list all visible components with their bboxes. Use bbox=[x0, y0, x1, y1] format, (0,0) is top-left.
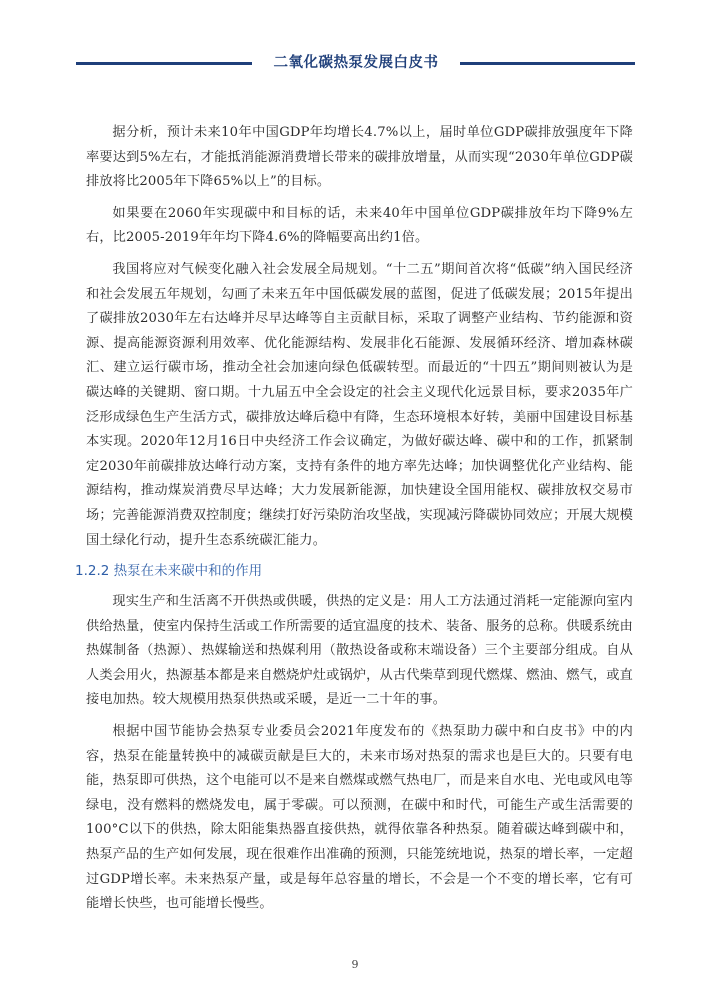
section-heading: 1.2.2 热泵在未来碳中和的作用 bbox=[75, 563, 263, 580]
header-rule-right bbox=[460, 62, 635, 65]
page-body bbox=[75, 121, 633, 924]
paragraph-climate-planning: 我国将应对气候变化融入社会发展全局规划。“十二五”期间首次将“低碳”纳入国民经济和社会发展五年规划，勾画了未来五年中国低碳发展的蓝图，促进了低碳发展；2015年提出了碳排放2030年左右达峰并尽早达峰等自主贡献目标，采取了调整产业结构、节约能源和资源、提高能源资源利用效率、优化能源结构、发展非化石能源、发展循环经济、增加森林碳汇、建立运行碳市场，推动全社会加速向绿色低碳转型。而最近的“十四五”期间则被认为是碳达峰的关键期、窗口期。十九届五中全会设定的社会主义现代化远景目标，要求2035年广泛形成绿色生产生活方式，碳排放达峰后稳中有降，生态环境根本好转，美丽中国建设目标基本实现。2020年12月16日中央经济工作会议确定，为做好碳达峰、碳中和的工作，抓紧制定2030年前碳排放达峰行动方案，支持有条件的地方率先达峰；加快调整优化产业结构、能源结构，推动煤炭消费尽早达峰；大力发展新能源，加快建设全国用能权、碳排放权交易市场；完善能源消费双控制度；继续打好污染防治攻坚战，实现减污降碳协同效应；开展大规模国土绿化行动，提升生态系统碳汇能力。 bbox=[86, 261, 633, 548]
page-header bbox=[0, 52, 710, 74]
paragraph-heat-pump-outlook: 根据中国节能协会热泵专业委员会2021年度发布的《热泵助力碳中和白皮书》中的内容，热泵在能量转换中的减碳贡献是巨大的，未来市场对热泵的需求也是巨大的。只要有电能，热泵即可供热，这个电能可以不是来自燃煤或燃气热电厂，而是来自水电、光电或风电等绿电，没有燃料的燃烧发电，属于零碳。可以预测，在碳中和时代，可能生产或生活需要的100°C以下的供热，除太阳能集热器直接供热，就得依靠各种热泵。随着碳达峰到碳中和，热泵产品的生产如何发展，现在很难作出准确的预测，只能笼统地说，热泵的增长率，一定超过GDP增长率。未来热泵产量，或是每年总容量的增长，不会是一个不变的增长率，它有可能增长快些，也可能增长慢些。 bbox=[86, 724, 633, 912]
page-number: 9 bbox=[351, 958, 359, 971]
paragraph-heating-definition: 现实生产和生活离不开供热或供暖，供热的定义是：用人工方法通过消耗一定能源向室内供给热量，使室内保持生活或工作所需要的适宜温度的技术、装备、服务的总称。供暖系统由热媒制备（热源）、热媒输送和热媒利用（散热设备或称末端设备）三个主要部分组成。自从人类会用火，热源基本都是来自燃烧炉灶或锅炉，从古代柴草到现代燃煤、燃油、燃气，或直接电加热。较大规模用热泵供热或采暖，是近一二十年的事。 bbox=[86, 594, 633, 708]
header-rule-left bbox=[76, 62, 252, 65]
document-title: 二氧化碳热泵发展白皮书 bbox=[273, 55, 439, 71]
paragraph-carbon-neutral-target: 如果要在2060年实现碳中和目标的话，未来40年中国单位GDP碳排放年均下降9%左右，比2005-2019年年均下降4.6%的降幅要高出约1倍。 bbox=[86, 205, 633, 246]
paragraph-gdp-forecast: 据分析，预计未来10年中国GDP年均增长4.7%以上，届时单位GDP碳排放强度年下降率要达到5%左右，才能抵消能源消费增长带来的碳排放增量，从而实现“2030年单位GDP碳排放将比2005年下降65%以上”的目标。 bbox=[86, 125, 633, 190]
